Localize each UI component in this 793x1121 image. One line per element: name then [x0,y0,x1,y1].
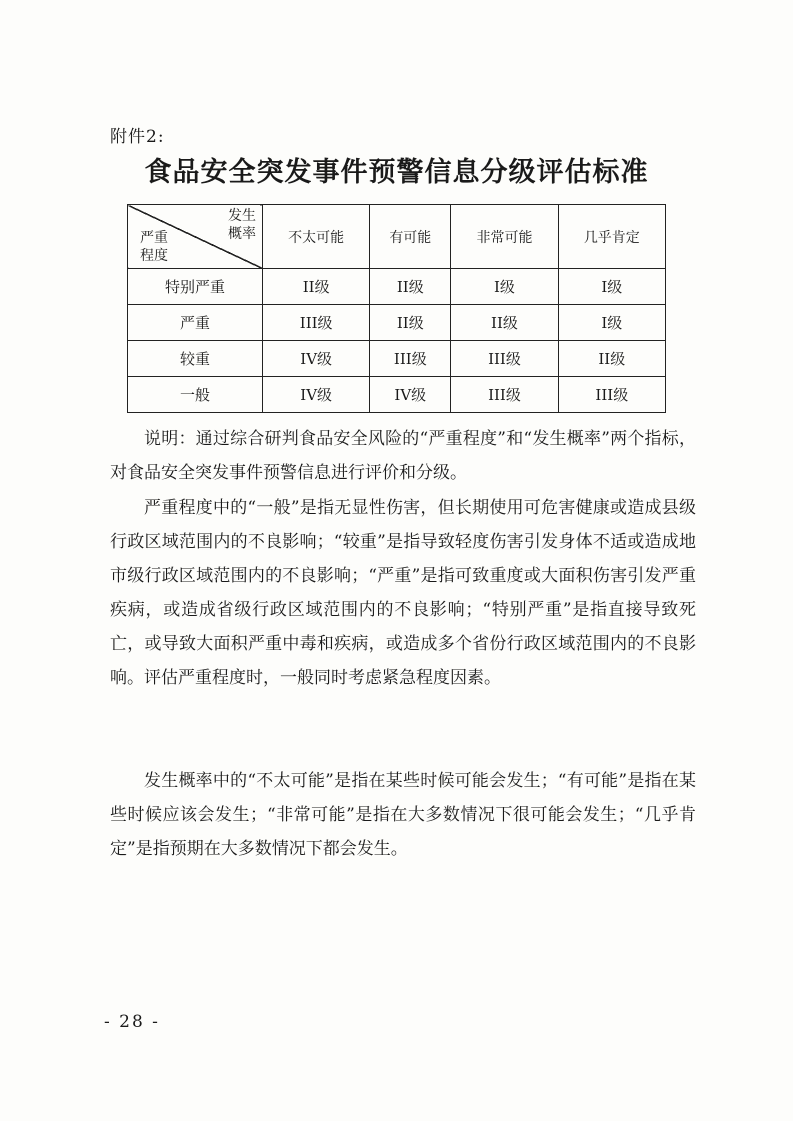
table-row [128,305,666,341]
row-label: 特别严重 [128,269,263,305]
table-row [128,341,666,377]
table-row [128,269,666,305]
table-cell: IV级 [263,341,370,377]
attachment-label: 附件2: [110,127,165,147]
severity-definition-paragraph [110,491,696,695]
note-paragraph [110,422,696,490]
table-cell: I级 [558,305,665,341]
grading-table [127,204,666,413]
corner-severity-label-1: 严重 [140,230,168,246]
table-cell: II级 [558,341,665,377]
column-header: 不太可能 [263,205,370,269]
corner-severity-label-2: 程度 [140,248,168,264]
table-cell: I级 [558,269,665,305]
probability-definition-paragraph [110,764,696,866]
column-header: 有可能 [370,205,451,269]
table-cell: IV级 [370,377,451,413]
table-cell: II级 [370,305,451,341]
row-label: 较重 [128,341,263,377]
corner-occurrence-label-1: 发生 [228,208,256,224]
table-header-row [128,205,666,269]
column-header: 几乎肯定 [558,205,665,269]
row-label: 一般 [128,377,263,413]
table-row [128,377,666,413]
table-cell: IV级 [263,377,370,413]
table-cell: III级 [451,341,558,377]
paragraph-text: 发生概率中的“不太可能”是指在某些时候可能会发生；“有可能”是指在某些时候应该会发生；“非常可能”是指在大多数情况下很可能会发生；“几乎肯定”是指预期在大多数情况下都会发生。 [110,771,696,859]
table-cell: II级 [370,269,451,305]
table-cell: III级 [558,377,665,413]
document-title: 食品安全突发事件预警信息分级评估标准 [144,157,649,188]
corner-occurrence-label-2: 概率 [228,226,256,242]
table-cell: III级 [451,377,558,413]
table-corner-cell [128,205,263,269]
paragraph-text: 严重程度中的“一般”是指无显性伤害，但长期使用可危害健康或造成县级行政区域范围内的不良影响；“较重”是指导致轻度伤害引发身体不适或造成地市级行政区域范围内的不良影响；“严重”是指可致重度或大面积伤害引发严重疾病，或造成省级行政区域范围内的不良影响；“特别严重”是指直接导致死亡，或导致大面积严重中毒和疾病，或造成多个省份行政区域范围内的不良影响。评估严重程度时，一般同时考虑紧急程度因素。 [110,498,696,688]
row-label: 严重 [128,305,263,341]
paragraph-text: 说明：通过综合研判食品安全风险的“严重程度”和“发生概率”两个指标，对食品安全突发事件预警信息进行评价和分级。 [110,429,696,483]
table-cell: III级 [263,305,370,341]
column-header: 非常可能 [451,205,558,269]
table-cell: II级 [451,305,558,341]
table-cell: II级 [263,269,370,305]
page-number: - 28 - [104,1012,160,1032]
table-cell: III级 [370,341,451,377]
table-cell: I级 [451,269,558,305]
